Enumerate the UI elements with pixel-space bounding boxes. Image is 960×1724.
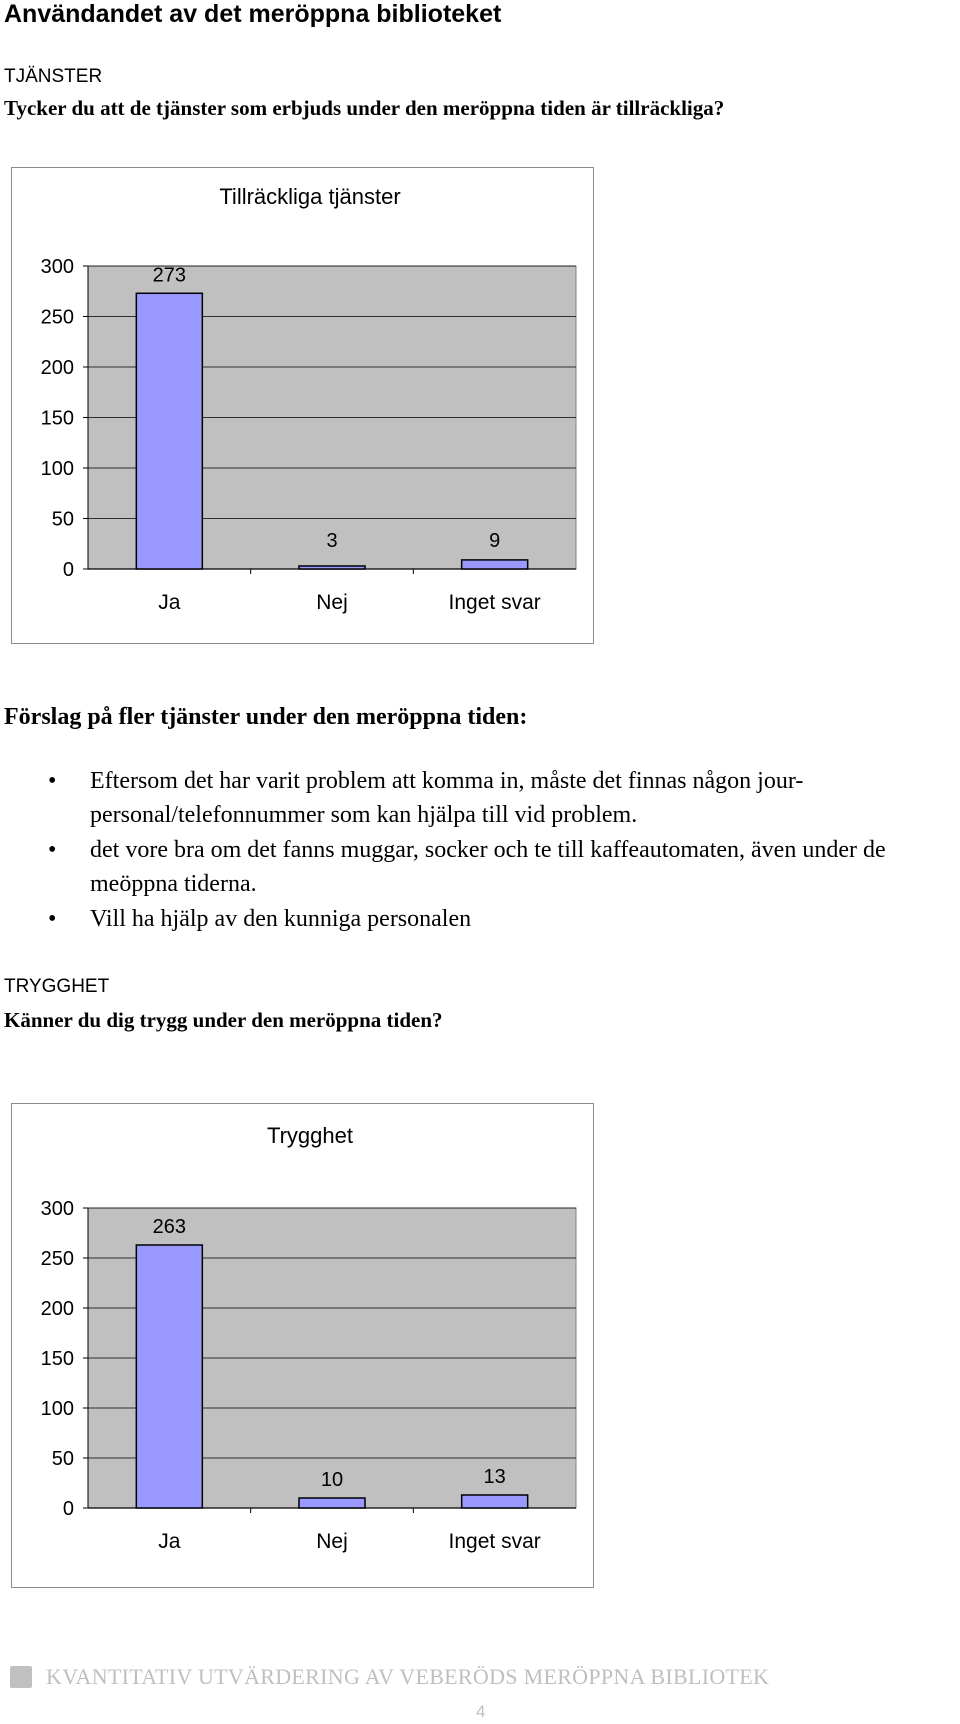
x-tick-label: Nej xyxy=(316,591,348,614)
y-tick-label: 50 xyxy=(51,1448,74,1470)
bullet-icon: • xyxy=(48,906,57,932)
list-item xyxy=(48,902,958,936)
x-tick-label: Ja xyxy=(158,591,181,614)
data-label: 263 xyxy=(152,1216,187,1238)
y-tick-label: 200 xyxy=(40,1298,74,1320)
suggestion-text: Eftersom det har varit problem att komma in, måste det finnas någon jour-personal/telefonnummer som kan hjälpa till vid problem. xyxy=(90,768,804,828)
bullet-icon: • xyxy=(48,768,57,794)
bar xyxy=(136,293,202,569)
bar xyxy=(462,560,528,569)
data-label: 13 xyxy=(483,1466,506,1488)
chart-safety-svg xyxy=(12,1104,593,1587)
list-item xyxy=(48,764,958,832)
data-label: 3 xyxy=(326,530,338,552)
y-tick-label: 300 xyxy=(40,1198,74,1220)
suggestions-list xyxy=(48,764,958,937)
y-tick-label: 100 xyxy=(40,1398,74,1420)
data-label: 10 xyxy=(320,1469,344,1491)
chart-safety xyxy=(11,1103,594,1588)
chart-services-svg xyxy=(12,168,593,643)
page-number: 4 xyxy=(476,1702,486,1721)
data-label: 9 xyxy=(489,530,501,552)
section-label-services: TJÄNSTER xyxy=(4,66,103,87)
bar xyxy=(462,1495,528,1508)
chart-title: Tillräckliga tjänster xyxy=(219,184,401,209)
suggestions-heading: Förslag på fler tjänster under den meröppna tiden: xyxy=(4,704,528,730)
question-services: Tycker du att de tjänster som erbjuds under den meröppna tiden är tillräckliga? xyxy=(4,96,725,120)
data-label: 273 xyxy=(152,264,187,287)
section-label-safety: TRYGGHET xyxy=(4,976,110,997)
bar xyxy=(136,1245,202,1508)
y-tick-label: 100 xyxy=(40,458,74,480)
bar xyxy=(299,566,365,569)
y-tick-label: 200 xyxy=(40,357,74,379)
y-tick-label: 250 xyxy=(40,306,74,329)
list-item xyxy=(48,833,958,901)
suggestion-text: det vore bra om det fanns muggar, socker och te till kaffeautomaten, även under de meöppna tiderna. xyxy=(90,837,886,897)
x-tick-label: Inget svar xyxy=(448,591,541,614)
y-tick-label: 300 xyxy=(40,256,74,278)
page-title: Användandet av det meröppna biblioteket xyxy=(4,0,502,28)
question-safety: Känner du dig trygg under den meröppna tiden? xyxy=(4,1008,443,1032)
footer-text: KVANTITATIV UTVÄRDERING AV VEBERÖDS MERÖPPNA BIBLIOTEK xyxy=(46,1664,770,1689)
y-tick-label: 0 xyxy=(62,559,74,581)
y-tick-label: 150 xyxy=(40,1348,74,1370)
y-tick-label: 150 xyxy=(40,407,74,430)
y-tick-label: 50 xyxy=(51,508,74,531)
x-tick-label: Ja xyxy=(158,1530,181,1553)
suggestion-text: Vill ha hjälp av den kunniga personalen xyxy=(90,906,472,932)
x-tick-label: Inget svar xyxy=(448,1530,541,1553)
chart-title: Trygghet xyxy=(266,1123,354,1148)
x-tick-label: Nej xyxy=(316,1530,348,1553)
chart-services xyxy=(11,167,594,644)
y-tick-label: 0 xyxy=(62,1498,74,1520)
bullet-icon: • xyxy=(48,837,57,863)
y-tick-label: 250 xyxy=(40,1248,74,1270)
footer xyxy=(10,1664,950,1690)
bar xyxy=(299,1498,365,1508)
library-logo-icon xyxy=(10,1666,32,1688)
